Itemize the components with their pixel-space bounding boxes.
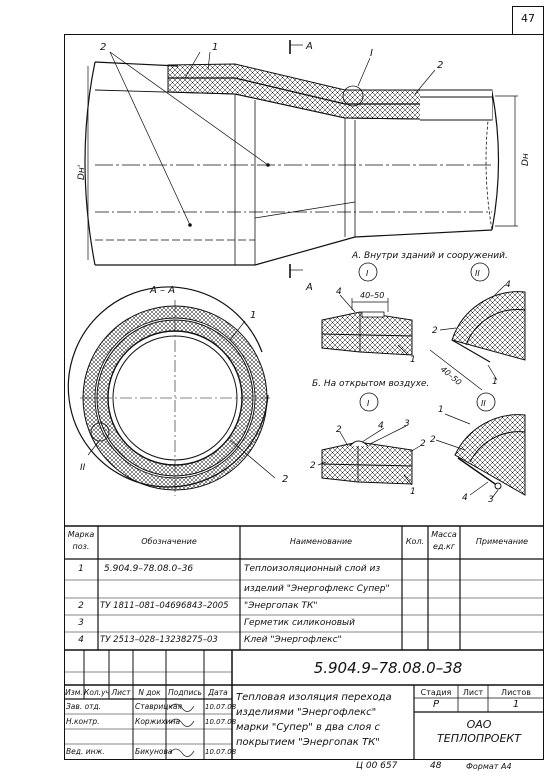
sheet-number: 47 (521, 12, 535, 25)
callout-3-b-I: 3 (404, 419, 410, 429)
detail-b-II: II (481, 399, 486, 408)
dim-40-50-a-II: 40–50 (438, 364, 464, 388)
callout-1-b-II: 1 (438, 405, 444, 415)
sheets-value: 1 (512, 699, 520, 710)
doc-code: 5.904.9–78.08.0–38 (313, 659, 463, 677)
rev-list: Лист (111, 688, 131, 697)
row5-pos: 4 (78, 635, 84, 645)
header-name: Наименование (289, 537, 353, 546)
dim-inner-label: Dн (521, 153, 531, 166)
row3-pos: 2 (78, 601, 84, 611)
role-2: Н.контр. (66, 717, 100, 726)
callout-2-a-II: 2 (432, 326, 438, 336)
callout-2-main-left: 2 (100, 42, 107, 53)
footer-num: 48 (430, 761, 442, 771)
callout-I-main: I (370, 48, 373, 59)
callout-2-b-I-right: 2 (420, 439, 426, 449)
row5-designation: ТУ 2513–028–13238275–03 (100, 635, 218, 645)
date-3: 10.07.08 (205, 748, 237, 756)
role-3: Вед. инж. (66, 747, 105, 756)
rev-koluch: Кол.уч (84, 688, 110, 697)
row1-name: Теплоизоляционный слой из (244, 564, 381, 574)
detail-a-I: I (366, 269, 369, 278)
org-line-1: ОАО (466, 718, 492, 731)
callout-2-b-I-left: 2 (336, 425, 342, 435)
date-2: 10.07.08 (205, 718, 237, 726)
callout-1-main: 1 (212, 42, 219, 53)
callout-II-section: II (80, 463, 86, 473)
name-1: Ставрицкая (135, 702, 182, 711)
note-b: Б. На открытом воздухе. (312, 379, 430, 389)
row2-name: изделий "Энергофлекс Супер" (244, 584, 390, 594)
callout-2-b-II: 2 (430, 435, 436, 445)
header-mass-2: ед.кг (432, 542, 456, 551)
callout-1-section: 1 (250, 310, 257, 321)
callout-2-b-I-low: 2 (310, 461, 316, 471)
row1-designation: 5.904.9–78.08.0–36 (104, 564, 194, 574)
detail-b-I: I (367, 399, 370, 408)
header-designation: Обозначение (141, 537, 197, 546)
callout-1-a-II: 1 (492, 377, 498, 387)
org-line-2: ТЕПЛОПРОЕКТ (437, 732, 521, 745)
row3-designation: ТУ 1811–081–04696843–2005 (100, 601, 229, 611)
callout-4-a-I: 4 (336, 287, 342, 297)
callout-1-a-I: 1 (410, 355, 416, 365)
sheets-label: Листов (501, 688, 531, 697)
name-2: Коржихина (135, 717, 181, 726)
row5-name: Клей "Энергофлекс" (244, 635, 342, 645)
callout-2-section: 2 (282, 474, 289, 485)
row4-pos: 3 (78, 618, 84, 628)
callout-4-a-II: 4 (505, 280, 511, 290)
header-mass-1: Масса (431, 530, 457, 539)
footer-inv: Ц 00 657 (356, 761, 398, 771)
header-pos-1: Марка (67, 530, 95, 539)
date-1: 10.07.08 (205, 703, 237, 711)
title-line-2: изделиями "Энергофлекс" (236, 707, 377, 718)
header-note: Примечание (475, 537, 529, 546)
dim-40-50-a-I: 40–50 (360, 291, 385, 300)
row1-pos: 1 (78, 564, 84, 574)
title-line-3: марки "Супер" в два слоя с (236, 722, 380, 733)
rev-ndok: N док (138, 688, 161, 697)
title-line-4: покрытием "Энергопак ТК" (236, 737, 380, 748)
detail-a-II: II (475, 269, 480, 278)
dim-outer-label: Dн' (77, 164, 87, 180)
header-qty: Кол. (405, 537, 425, 546)
callout-2-main-right: 2 (437, 60, 444, 71)
header-pos-2: поз. (72, 542, 90, 551)
callout-3-b-II: 3 (488, 495, 494, 505)
callout-4-b-II: 4 (462, 493, 468, 503)
title-line-1: Тепловая изоляция перехода (236, 692, 392, 703)
name-3: Бикунова (135, 747, 173, 756)
sheet-label: Лист (462, 688, 484, 697)
stage-label: Стадия (420, 688, 452, 697)
section-mark-top: A (306, 41, 313, 52)
footer-format: Формат А4 (466, 762, 512, 771)
section-mark-bottom: A (306, 282, 313, 293)
callout-1-b-I: 1 (410, 487, 416, 497)
callout-4-b-I: 4 (378, 421, 384, 431)
rev-date: Дата (208, 688, 228, 697)
stage-value: Р (432, 699, 440, 710)
row3-name: "Энергопак ТК" (244, 601, 318, 611)
row4-name: Герметик силиконовый (244, 618, 355, 628)
note-a: A. Внутри зданий и сооружений. (352, 251, 508, 261)
rev-sign: Подпись (168, 688, 202, 697)
role-1: Зав. отд. (66, 702, 102, 711)
rev-izm: Изм. (65, 688, 83, 697)
section-title: A – A (150, 285, 176, 296)
